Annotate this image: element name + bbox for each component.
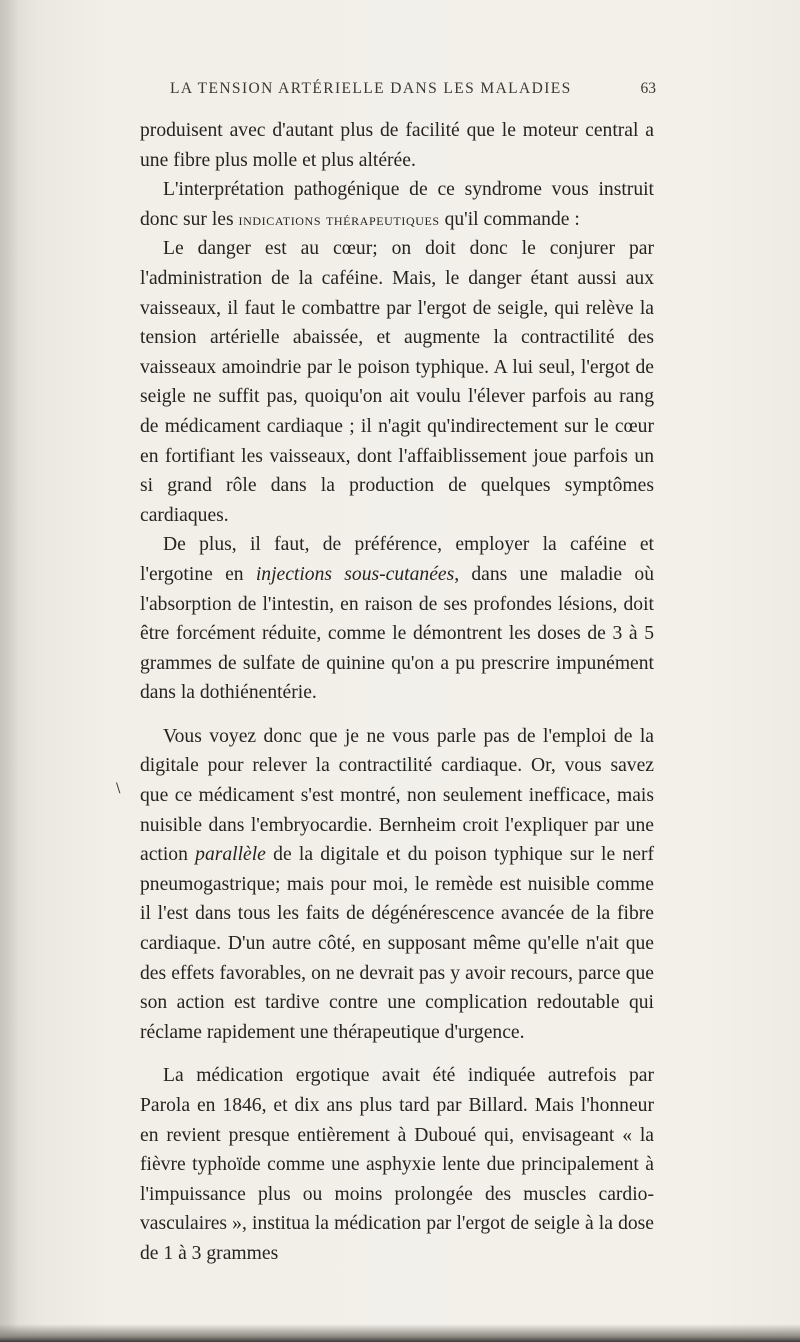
binding-shadow <box>0 0 18 1342</box>
page-header <box>160 80 656 106</box>
p2-text-a: L'interprétation pathogénique de ce syndrome vous instruit donc sur les <box>140 179 654 230</box>
paragraph-6 <box>140 1061 654 1268</box>
paragraph-1 <box>140 116 654 175</box>
p5-text-a: Vous voyez donc que je ne vous parle pas de l'emploi de la digitale pour relever la contractilité cardiaque. Or, vous savez que ce médicament s'est montré, non seulement inefficace, mais nuisible dans l'embryocardie. Bernheim croit l'expliquer par une action <box>140 725 654 866</box>
p5-text-b: de la digitale et du poison typhique sur le nerf pneumogastrique; mais pour moi, le remède est nuisible comme il l'est dans tous les faits de dégénérescence avancée de la fibre cardiaque. D'un autre côté, en supposant même qu'elle n'ait que des effets favorables, on ne devrait pas y avoir recours, parce que son action est tardive contre une complication redoutable qui réclame rapidement une thérapeutique d'urgence. <box>140 844 654 1043</box>
p5-italic: parallèle <box>195 844 266 866</box>
p1-text: produisent avec d'autant plus de facilité que le moteur central a une fibre plus molle et plus altérée. <box>140 120 654 171</box>
p4-text-b: , dans une maladie où l'absorption de l'intestin, en raison de ses profondes lésions, doit être forcément réduite, comme le démontrent les doses de 3 à 5 grammes de sulfate de quinine qu'on a pu prescrire impunément dans la dothiénentérie. <box>140 563 654 704</box>
page-bottom-edge <box>0 1324 800 1342</box>
paragraph-2 <box>140 175 654 234</box>
p2-text-b: qu'il commande : <box>439 208 580 230</box>
p4-text-a: De plus, il faut, de préférence, employer la caféine et l'ergotine en <box>140 534 654 585</box>
margin-mark: \ <box>116 781 121 796</box>
p4-italic: injections sous-cutanées <box>255 563 455 585</box>
body-text <box>140 116 654 1269</box>
p6-text: La médication ergotique avait été indiquée autrefois par Parola en 1846, et dix ans plus tard par Billard. Mais l'honneur en revient presque entièrement à Duboué qui, envisageant « la fièvre typhoïde comme une asphyxie lente due principalement à l'impuissance plus ou moins prolongée des muscles cardio-vasculaires », institua la médication par l'ergot de seigle à la dose de 1 à 3 grammes <box>140 1065 654 1264</box>
paragraph-3 <box>140 234 654 530</box>
page-number: 63 <box>640 80 656 97</box>
p3-text: Le danger est au cœur; on doit donc le conjurer par l'administration de la caféine. Mais, le danger étant aussi aux vaisseaux, il faut le combattre par l'ergot de seigle, qui relève la tension artérielle abaissée, et augmente la contractilité des vaisseaux amoindrie par le poison typhique. A lui seul, l'ergot de seigle ne suffit pas, quoiqu'on ait voulu l'élever parfois au rang de médicament cardiaque ; il n'agit qu'indirectement sur le cœur en fortifiant les vaisseaux, dont l'affaiblissement joue parfois un si grand rôle dans la production de quelques symptômes cardiaques. <box>140 238 654 526</box>
running-title: LA TENSION ARTÉRIELLE DANS LES MALADIES <box>170 80 572 97</box>
paragraph-5 <box>140 722 654 1048</box>
p2-smallcaps: indications thérapeutiques <box>238 209 440 229</box>
paragraph-4 <box>140 530 654 708</box>
